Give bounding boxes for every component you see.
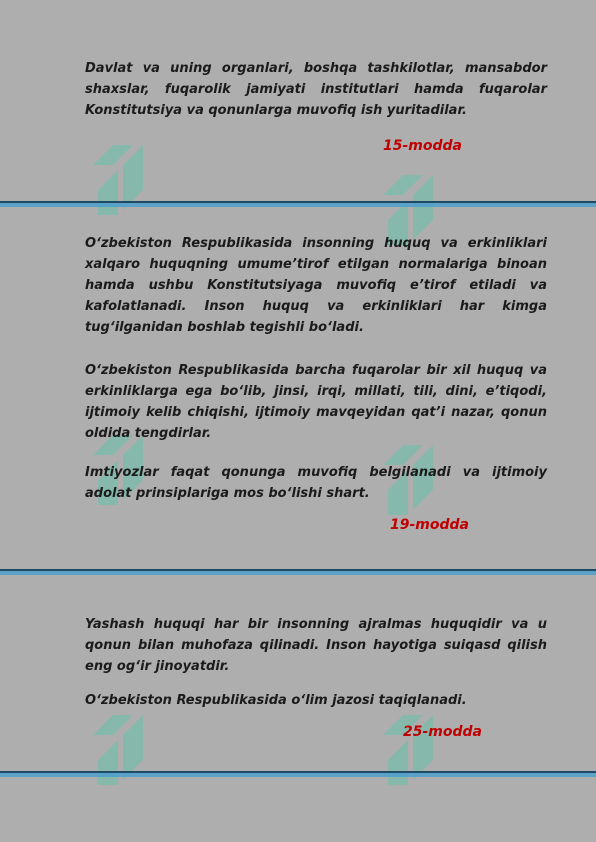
section-divider [0, 569, 596, 575]
section-divider [0, 771, 596, 777]
article-15-paragraph-1: Davlat va uning organlari, boshqa tashkilotlar, mansabdor shaxslar, fuqarolik jamiyati institutlari hamda fuqarolar Konstitutsiya va qonunlarga muvofiq ish yuritadilar. [85, 61, 547, 118]
article-15-label: 15-modda [383, 138, 462, 154]
watermark-logo [78, 120, 188, 230]
article-19-paragraph-2: O‘zbekiston Respublikasida barcha fuqarolar bir xil huquq va erkinliklarga ega bo‘lib, jinsi, irqi, millati, tili, dini, e’tiqodi, ijtimoiy kelib chiqishi, ijtimoiy mavqeyidan qat’i nazar, qonun oldida tengdirlar. [85, 363, 547, 441]
article-19-paragraph-1: O‘zbekiston Respublikasida insonning huquq va erkinliklari xalqaro huquqning umume’tirof etilgan normalariga binoan hamda ushbu Konstitutsiyaga muvofiq e’tirof etiladi va kafolatlanadi. Inson huquq va erkinliklari har kimga tug‘ilganidan boshlab tegishli bo‘ladi. [85, 236, 547, 335]
article-25-paragraph-2: O‘zbekiston Respublikasida o‘lim jazosi taqiqlanadi. [85, 693, 467, 708]
article-19-label: 19-modda [390, 517, 469, 533]
article-25-label: 25-modda [403, 724, 482, 740]
section-divider [0, 201, 596, 207]
article-19-paragraph-3: Imtiyozlar faqat qonunga muvofiq belgilanadi va ijtimoiy adolat prinsiplariga mos bo‘lishi shart. [85, 465, 547, 501]
article-25-paragraph-1: Yashash huquqi har bir insonning ajralmas huquqidir va u qonun bilan muhofaza qilinadi. Inson hayotiga suiqasd qilish eng og‘ir jinoyatdir. [85, 617, 547, 674]
